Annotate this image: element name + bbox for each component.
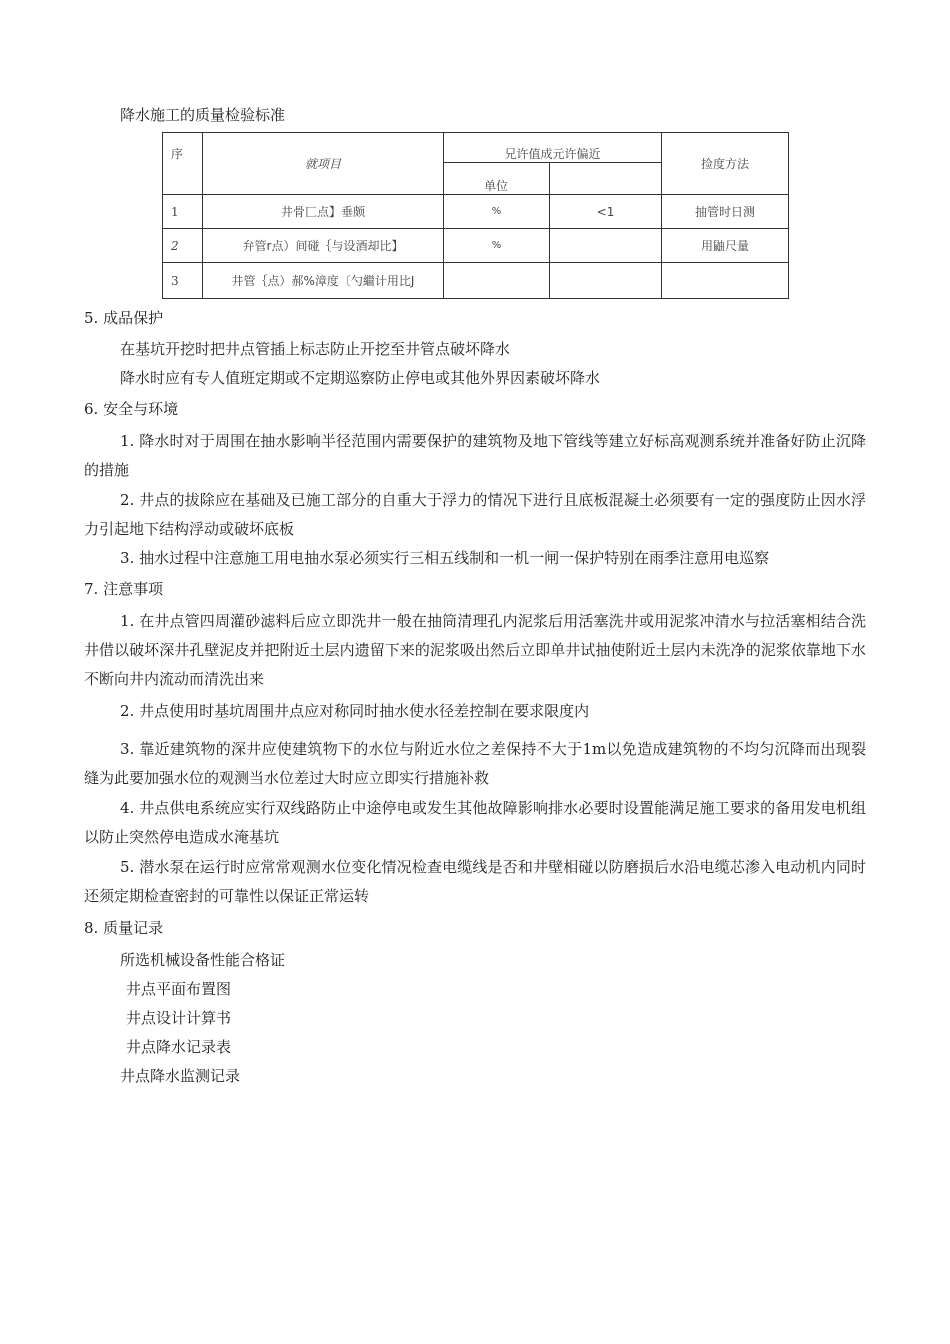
section-7-item: 4. 井点供电系统应实行双线路防止中途停电或发生其他故障影响排水必要时设置能满足施工要求的备用发电机组以防止突然停电造成水淹基坑 — [84, 799, 866, 846]
section-8-line: 井点降水监测记录 — [120, 1067, 241, 1085]
section-8-line: 井点降水记录表 — [126, 1038, 232, 1056]
section-7-item: 5. 潜水泵在运行时应常常观测水位变化情况检查电缆线是否和井壁相碰以防磨损后水沿电缆芯渗入电动机内同时还须定期检查密封的可靠性以保证正常运转 — [84, 858, 866, 905]
table-header-row — [163, 133, 789, 163]
section-6-item: 3. 抽水过程中注意施工用电抽水泵必须实行三相五线制和一机一闸一保护特别在雨季注意用电巡察 — [120, 549, 770, 567]
table-title: 降水施工的质量检验标准 — [120, 106, 286, 124]
row-method: 用鼬尺量 — [662, 229, 789, 263]
header-unit: 单位 — [444, 163, 550, 195]
section-7-item: 2. 井点使用时基坑周围井点应对称同时抽水使水径差控制在要求限度内 — [120, 702, 590, 720]
section-8-line: 所选机械设备性能合格证 — [120, 951, 286, 969]
row-value — [550, 263, 662, 299]
row-seq: 1 — [163, 195, 203, 229]
section-7-item: 1. 在井点管四周灌砂滤料后应立即洗井一般在抽筒清理孔内泥浆后用活塞洗井或用泥浆冲清水与拉活塞相结合洗井借以破坏深井孔壁泥皮并把附近土层内遗留下来的泥浆吸出然后立即单井试抽使附近土层内未洗净的泥浆依靠地下水不断向井内流动而清洗出来 — [84, 612, 866, 688]
section-6-item: 2. 井点的拔除应在基础及已施工部分的自重大于浮力的情况下进行且底板混凝土必须要有一定的强度防止因水浮力引起地下结构浮动或破坏底板 — [84, 491, 866, 538]
header-method: 捡度方法 — [662, 133, 789, 195]
section-7-heading: 7. 注意事项 — [84, 580, 164, 598]
row-value — [550, 229, 662, 263]
header-item: 就项目 — [203, 133, 444, 195]
row-method — [662, 263, 789, 299]
section-7-item: 3. 靠近建筑物的深井应使建筑物下的水位与附近水位之差保持不大于1m以免造成建筑物的不均匀沉降而出现裂缝为此要加强水位的观测当水位差过大时应立即实行措施补救 — [84, 740, 866, 787]
header-value — [550, 163, 662, 195]
table-row — [163, 229, 789, 263]
row-method: 抽管时日测 — [662, 195, 789, 229]
row-seq: 3 — [163, 263, 203, 299]
row-value: <1 — [550, 195, 662, 229]
row-item: 井骨匚点】垂颇 — [203, 195, 444, 229]
table-row — [163, 195, 789, 229]
row-unit: % — [444, 229, 550, 263]
section-5-line: 在基坑开挖时把井点管插上标志防止开挖至井管点破坏降水 — [120, 340, 511, 358]
quality-inspection-table — [162, 132, 789, 299]
row-item: 井管｛点）郝%漳度〔勺繼计用比J — [203, 263, 444, 299]
row-seq: 2 — [163, 229, 203, 263]
section-6-heading: 6. 安全与环境 — [84, 400, 179, 418]
section-5-line: 降水时应有专人值班定期或不定期巡察防止停电或其他外界因素破坏降水 — [120, 369, 601, 387]
table-row — [163, 263, 789, 299]
row-unit — [444, 263, 550, 299]
row-item: 弁管r点）间碰｛与设酒却比】 — [203, 229, 444, 263]
row-unit: % — [444, 195, 550, 229]
section-6-item: 1. 降水时对于周围在抽水影响半径范围内需要保护的建筑物及地下管线等建立好标高观测系统并准备好防止沉降的措施 — [84, 432, 866, 479]
section-5-heading: 5. 成品保护 — [84, 309, 164, 327]
section-8-line: 井点平面布置图 — [126, 980, 232, 998]
header-allowance: 兄许值成元许偏近 — [444, 133, 662, 163]
header-seq: 序 — [163, 133, 203, 195]
section-8-heading: 8. 质量记录 — [84, 919, 164, 937]
section-8-line: 井点设计计算书 — [126, 1009, 232, 1027]
